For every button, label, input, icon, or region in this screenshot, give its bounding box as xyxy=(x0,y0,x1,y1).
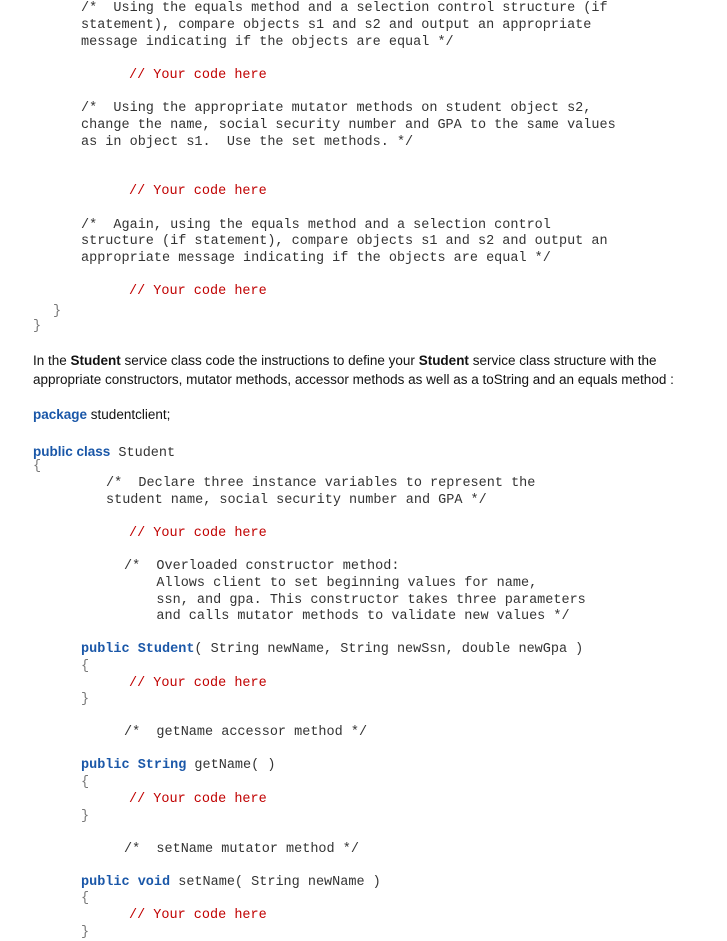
comment-line: change the name, social security number and GPA to the same values xyxy=(81,118,616,133)
opening-brace: { xyxy=(33,459,42,474)
code-placeholder: // Your code here xyxy=(129,526,267,541)
closing-brace: } xyxy=(81,809,90,824)
comment-line: /* setName mutator method */ xyxy=(124,842,359,857)
code-placeholder: // Your code here xyxy=(129,184,267,199)
setname-signature: public void setName( String newName ) xyxy=(81,875,381,890)
code-placeholder: // Your code here xyxy=(129,68,267,83)
comment-line: message indicating if the objects are equal */ xyxy=(81,35,454,50)
comment-line: Allows client to set beginning values for name, xyxy=(124,576,538,591)
opening-brace: { xyxy=(81,891,90,906)
comment-line: appropriate message indicating if the objects are equal */ xyxy=(81,251,551,266)
constructor-signature: public Student( String newName, String newSsn, double newGpa ) xyxy=(81,642,584,657)
comment-line: /* Declare three instance variables to represent the xyxy=(106,476,536,491)
code-placeholder: // Your code here xyxy=(129,792,267,807)
opening-brace: { xyxy=(81,659,90,674)
instruction-paragraph: In the Student service class code the instructions to define your Student service class structure with the appropriate constructors, mutator methods, accessor methods as well as a toString and an equals method : xyxy=(33,353,674,387)
comment-line: /* Again, using the equals method and a selection control xyxy=(81,218,551,233)
closing-brace: } xyxy=(81,925,90,940)
comment-line: /* Using the equals method and a selection control structure (if xyxy=(81,1,608,16)
package-line: package studentclient; xyxy=(33,407,171,422)
comment-line: student name, social security number and GPA */ xyxy=(106,493,487,508)
closing-brace: } xyxy=(81,692,90,707)
comment-line: as in object s1. Use the set methods. */ xyxy=(81,135,414,150)
opening-brace: { xyxy=(81,775,90,790)
comment-line: and calls mutator methods to validate new values */ xyxy=(124,609,570,624)
closing-brace: } xyxy=(33,319,42,334)
comment-line: /* Using the appropriate mutator methods on student object s2, xyxy=(81,101,592,116)
code-placeholder: // Your code here xyxy=(129,676,267,691)
comment-line: /* getName accessor method */ xyxy=(124,725,368,740)
closing-brace: } xyxy=(53,304,62,319)
comment-line: statement), compare objects s1 and s2 and output an appropriate xyxy=(81,18,592,33)
getname-signature: public String getName( ) xyxy=(81,758,276,773)
code-placeholder: // Your code here xyxy=(129,284,267,299)
comment-line: /* Overloaded constructor method: xyxy=(124,559,400,574)
code-placeholder: // Your code here xyxy=(129,908,267,923)
comment-line: ssn, and gpa. This constructor takes three parameters xyxy=(124,593,586,608)
comment-line: structure (if statement), compare objects s1 and s2 and output an xyxy=(81,234,608,249)
class-line: public class Student xyxy=(33,444,176,461)
